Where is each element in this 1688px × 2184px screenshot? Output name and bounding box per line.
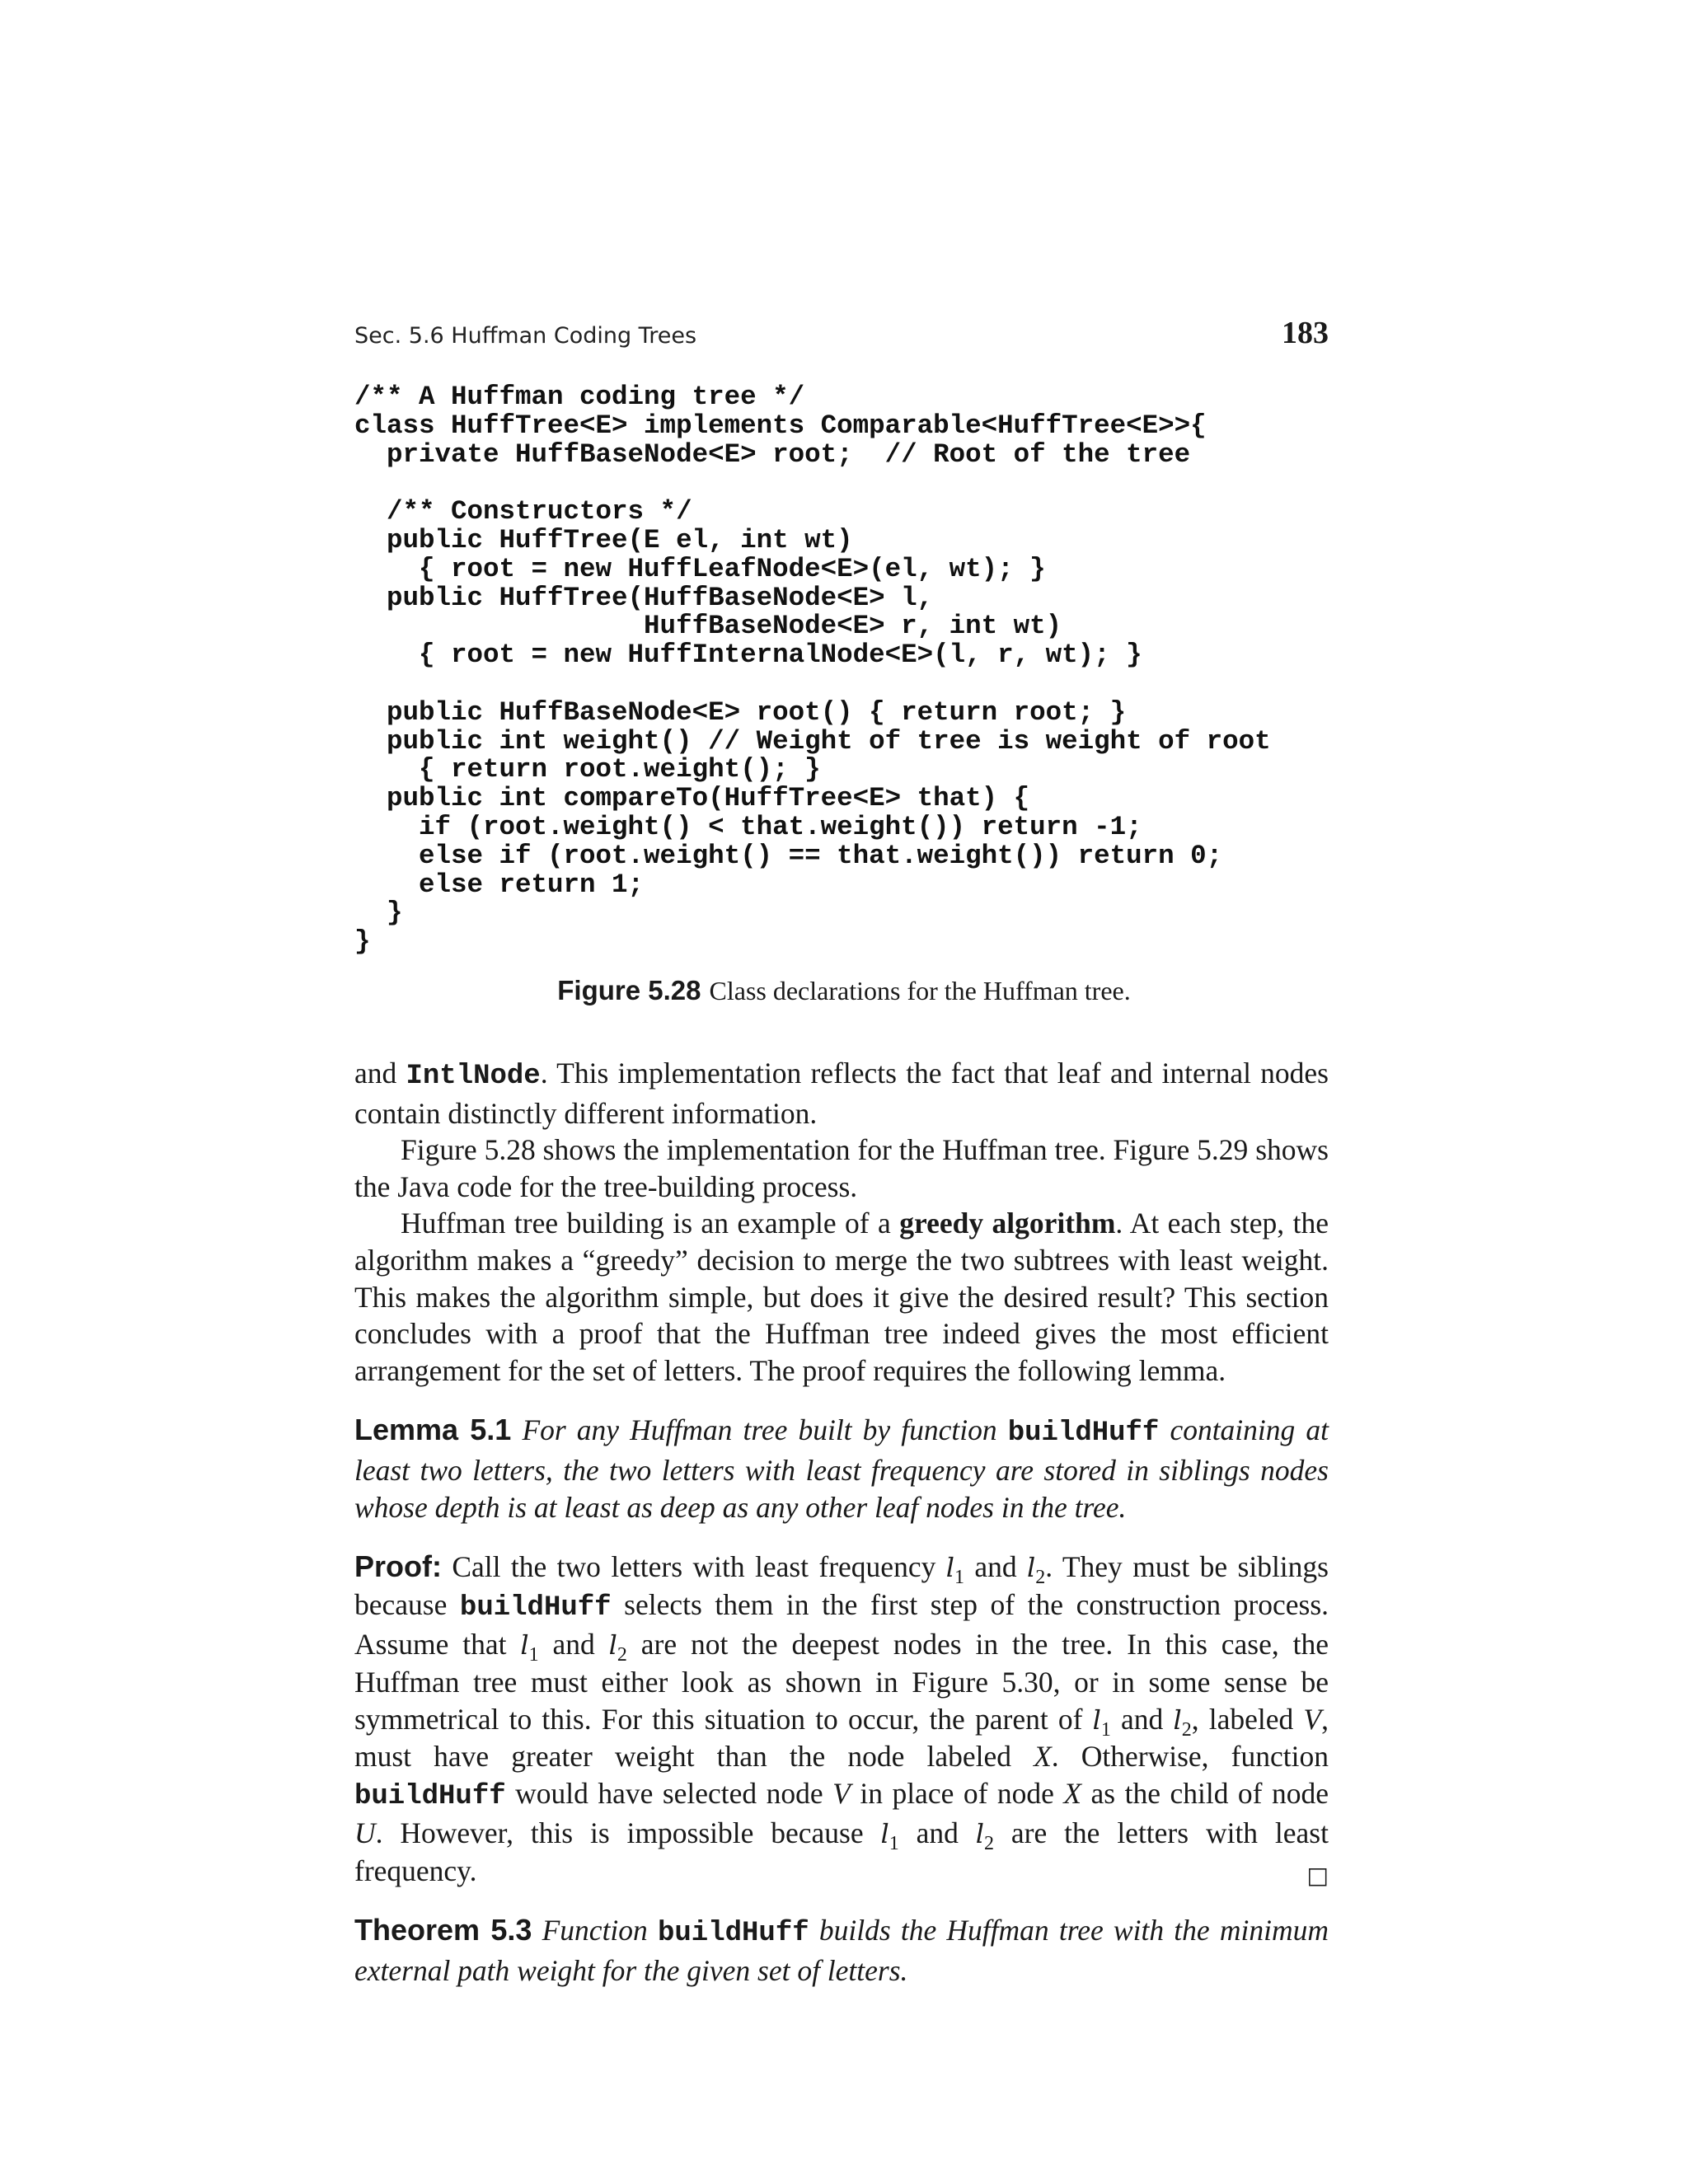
proof-label: Proof: bbox=[354, 1549, 442, 1584]
inline-code: buildHuff bbox=[658, 1918, 809, 1950]
subscript: 2 bbox=[983, 1833, 994, 1855]
text-run: and bbox=[538, 1628, 609, 1661]
math-var: X bbox=[1063, 1776, 1082, 1810]
math-var: U bbox=[354, 1816, 376, 1850]
code-line: else if (root.weight() == that.weight()) return 0; bbox=[354, 840, 1223, 871]
body-text bbox=[354, 1055, 1329, 1990]
math-var: l bbox=[520, 1629, 529, 1661]
code-line: private HuffBaseNode<E> root; // Root of the tree bbox=[354, 438, 1191, 470]
code-line: /** A Huffman coding tree */ bbox=[354, 382, 805, 412]
text-run: , labeled bbox=[1191, 1702, 1304, 1736]
text-run: Function bbox=[542, 1914, 658, 1947]
section-title: Sec. 5.6 Huffman Coding Trees bbox=[354, 323, 697, 349]
text-run: For any Huffman tree built by function bbox=[522, 1413, 1008, 1447]
text-run: would have selected node bbox=[505, 1776, 833, 1810]
math-var: l bbox=[1173, 1704, 1182, 1736]
math-var: X bbox=[1034, 1740, 1052, 1774]
code-line: { root = new HuffInternalNode<E>(l, r, wt); } bbox=[354, 640, 1142, 671]
bold-term: greedy algorithm bbox=[899, 1207, 1116, 1240]
inline-code: buildHuff bbox=[459, 1591, 612, 1624]
code-listing bbox=[354, 383, 1271, 957]
text-run: Huffman tree building is an example of a bbox=[401, 1207, 900, 1240]
text-run: in place of node bbox=[850, 1776, 1064, 1810]
math-var: l bbox=[608, 1629, 617, 1661]
code-line: { root = new HuffLeafNode<E>(el, wt); } bbox=[354, 553, 1046, 584]
lemma-label: Lemma 5.1 bbox=[354, 1413, 512, 1447]
code-line: HuffBaseNode<E> r, int wt) bbox=[354, 611, 1062, 642]
code-line: } bbox=[354, 926, 371, 958]
code-line bbox=[354, 469, 1271, 498]
subscript: 2 bbox=[1181, 1718, 1192, 1741]
math-var: l bbox=[975, 1818, 984, 1850]
text-run: and bbox=[354, 1057, 406, 1090]
math-var: l bbox=[880, 1818, 889, 1850]
inline-code: IntlNode bbox=[406, 1061, 541, 1092]
text-run: , must have greater weight than the node labeled bbox=[354, 1702, 1329, 1774]
math-var: V bbox=[1303, 1702, 1322, 1736]
code-line: { return root.weight(); } bbox=[354, 754, 821, 785]
text-run: are the letters with least frequency. bbox=[354, 1816, 1329, 1887]
text-run: builds the Huffman tree with the minimum external path weight for the given set of letters. bbox=[354, 1914, 1329, 1988]
qed-square-icon: □ bbox=[1306, 1861, 1329, 1889]
math-var: l bbox=[1027, 1552, 1036, 1584]
code-line: public int weight() // Weight of tree is weight of root bbox=[354, 725, 1271, 757]
subscript: 1 bbox=[1100, 1718, 1111, 1741]
code-line: public int compareTo(HuffTree<E> that) { bbox=[354, 783, 1030, 814]
code-line: } bbox=[354, 898, 403, 929]
inline-code: buildHuff bbox=[354, 1780, 506, 1812]
code-line bbox=[354, 670, 1271, 699]
paragraph bbox=[354, 1055, 1329, 1132]
math-var: l bbox=[1092, 1704, 1101, 1736]
code-line: else return 1; bbox=[354, 869, 645, 900]
page-number: 183 bbox=[1282, 316, 1329, 350]
subscript: 1 bbox=[954, 1567, 964, 1589]
code-line: public HuffTree(E el, int wt) bbox=[354, 524, 853, 555]
figure-caption-text: Class declarations for the Huffman tree. bbox=[709, 976, 1131, 1005]
paragraph bbox=[354, 1205, 1329, 1389]
code-line: if (root.weight() < that.weight()) return -1; bbox=[354, 811, 1142, 842]
theorem-label: Theorem 5.3 bbox=[354, 1913, 532, 1947]
text-run: and bbox=[898, 1816, 976, 1850]
text-run: are not the deepest nodes in the tree. In this case, the Huffman tree must either look as shown in Figure 5.30, or in some sense be symmetrical to this. For this situation to occur, the parent of bbox=[354, 1628, 1329, 1736]
proof bbox=[354, 1549, 1329, 1889]
subscript: 2 bbox=[617, 1644, 627, 1666]
code-line: class HuffTree<E> implements Comparable<HuffTree<E>>{ bbox=[354, 410, 1207, 441]
math-var: V bbox=[832, 1776, 851, 1810]
paragraph: Figure 5.28 shows the implementation for the Huffman tree. Figure 5.29 shows the Java code for the tree-building process. bbox=[354, 1133, 1329, 1203]
code-line: public HuffTree(HuffBaseNode<E> l, bbox=[354, 582, 934, 613]
text-run: containing at least two letters, the two letters with least frequency are stored in siblings nodes whose depth is at least as deep as any other leaf nodes in the tree. bbox=[354, 1413, 1329, 1524]
inline-code: buildHuff bbox=[1007, 1418, 1160, 1450]
text-run: and bbox=[964, 1550, 1027, 1584]
text-run: as the child of node bbox=[1081, 1776, 1329, 1810]
figure-label: Figure 5.28 bbox=[557, 975, 701, 1005]
math-var: l bbox=[945, 1552, 954, 1584]
code-line: public HuffBaseNode<E> root() { return root; } bbox=[354, 696, 1127, 728]
subscript: 1 bbox=[889, 1833, 899, 1855]
running-header bbox=[354, 315, 1329, 364]
text-run: . At each step, the algorithm makes a “greedy” decision to merge the two subtrees with least weight. This makes the algorithm simple, but does it give the desired result? This section concludes with a proof that the Huffman tree indeed gives the most efficient arrangement for the set of letters. The proof requires the following lemma. bbox=[354, 1207, 1329, 1387]
text-run: . This implementation reflects the fact that leaf and internal nodes contain distinctly different information. bbox=[354, 1057, 1329, 1130]
code-line: /** Constructors */ bbox=[354, 496, 692, 527]
subscript: 1 bbox=[528, 1644, 539, 1666]
subscript: 2 bbox=[1035, 1567, 1046, 1589]
figure-caption bbox=[0, 975, 1688, 1006]
text-run: . Otherwise, function bbox=[1051, 1740, 1329, 1774]
text-run: Call the two letters with least frequency bbox=[441, 1550, 946, 1584]
text-run: . They must be siblings because bbox=[354, 1550, 1329, 1621]
text-run: selects them in the first step of the construction process. Assume that bbox=[354, 1587, 1329, 1661]
theorem bbox=[354, 1912, 1329, 1989]
text-run: . However, this is impossible because bbox=[375, 1816, 881, 1850]
text-run: and bbox=[1110, 1702, 1174, 1736]
lemma bbox=[354, 1412, 1329, 1526]
